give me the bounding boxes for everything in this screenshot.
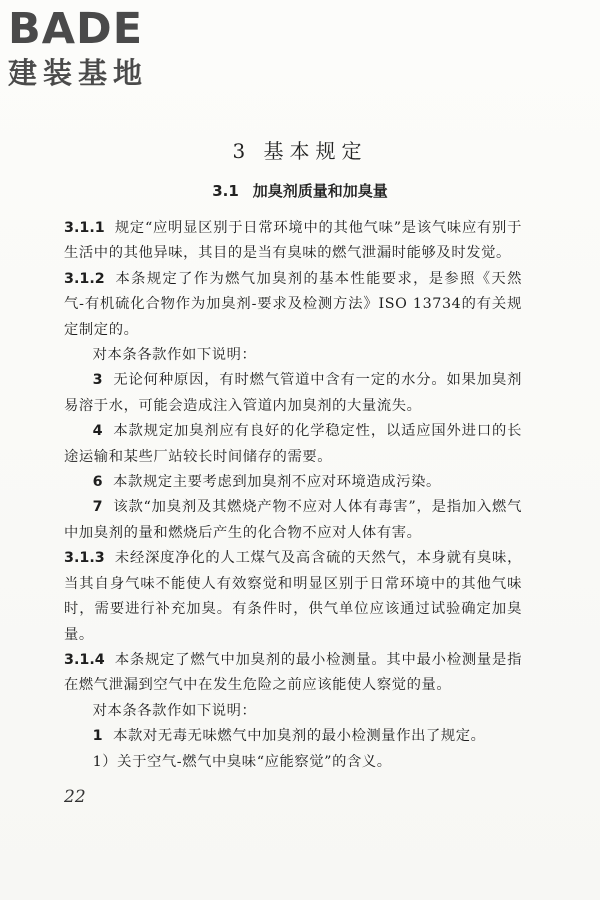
item-paragraph (64, 419, 522, 470)
paragraph-text: 未经深度净化的人工煤气及高含硫的天然气，本身就有臭味，当其自身气味不能使人有效察觉和明显区别于日常环境中的其他气味时，需要进行补充加臭。有条件时，供气单位应该通过试验确定加臭量。 (64, 550, 522, 643)
clause-paragraph (64, 267, 522, 343)
item-number: 4 (92, 423, 104, 440)
clause-paragraph (64, 216, 522, 267)
clause-number: 3.1.1 (64, 220, 105, 236)
section-number: 3.1 (212, 182, 239, 200)
clause-number: 3.1.2 (64, 270, 105, 287)
section-title (0, 180, 600, 201)
paragraph-text: 对本条各款作如下说明： (92, 347, 257, 364)
paragraph-text: 本条规定了燃气中加臭剂的最小检测量。其中最小检测量是指在燃气泄漏到空气中在发生危险之前应该能使人察觉的量。 (64, 651, 522, 694)
paragraph-text: 本款规定加臭剂应有良好的化学稳定性，以适应国外进口的长途运输和某些厂站较长时间储存的需要。 (64, 423, 522, 465)
body-text (64, 216, 522, 775)
logo-brand-text: BADE (8, 4, 144, 54)
subitem-paragraph (64, 750, 522, 775)
paragraph-text: 该款“加臭剂及其燃烧产物不应对人体有毒害”，是指加入燃气中加臭剂的量和燃烧后产生的化合物不应对人体有害。 (64, 499, 522, 541)
paragraph-text: 规定“应明显区别于日常环境中的其他气味”是该气味应有别于生活中的其他异味，其目的是当有臭味的燃气泄漏时能够及时发觉。 (64, 220, 522, 262)
item-paragraph (64, 724, 522, 749)
chapter-title: 3 基本规定 (232, 139, 368, 163)
item-number: 1 (92, 728, 104, 745)
paragraph-text: 1）关于空气-燃气中臭味“应能察觉”的含义。 (92, 753, 392, 770)
intro-paragraph (64, 699, 522, 724)
logo-subtitle-text: 建装基地 (8, 56, 149, 90)
section-title-text: 加臭剂质量和加臭量 (252, 182, 388, 200)
clause-paragraph (64, 648, 522, 699)
intro-paragraph (64, 343, 522, 368)
clause-number: 3.1.3 (64, 550, 105, 567)
paragraph-text: 无论何种原因，有时燃气管道中含有一定的水分。如果加臭剂易溶于水，可能会造成注入管道内加臭剂的大量流失。 (64, 372, 522, 414)
item-paragraph (64, 368, 522, 419)
clause-number: 3.1.4 (64, 651, 105, 668)
clause-paragraph (64, 546, 522, 648)
bade-logo (8, 6, 188, 90)
paragraph-text: 对本条各款作如下说明： (92, 702, 257, 719)
paragraph-text: 本条规定了作为燃气加臭剂的基本性能要求，是参照《天然气-有机硫化合物作为加臭剂-要求及检测方法》ISO 13734的有关规定制定的。 (64, 270, 522, 338)
paragraph-text: 本款对无毒无味燃气中加臭剂的最小检测量作出了规定。 (113, 728, 486, 745)
item-paragraph (64, 470, 522, 495)
item-number: 6 (92, 474, 104, 491)
item-number: 3 (92, 372, 104, 389)
item-paragraph (64, 495, 522, 546)
page-number: 22 (64, 787, 86, 807)
item-number: 7 (92, 499, 104, 516)
paragraph-text: 本款规定主要考虑到加臭剂不应对环境造成污染。 (113, 474, 441, 491)
